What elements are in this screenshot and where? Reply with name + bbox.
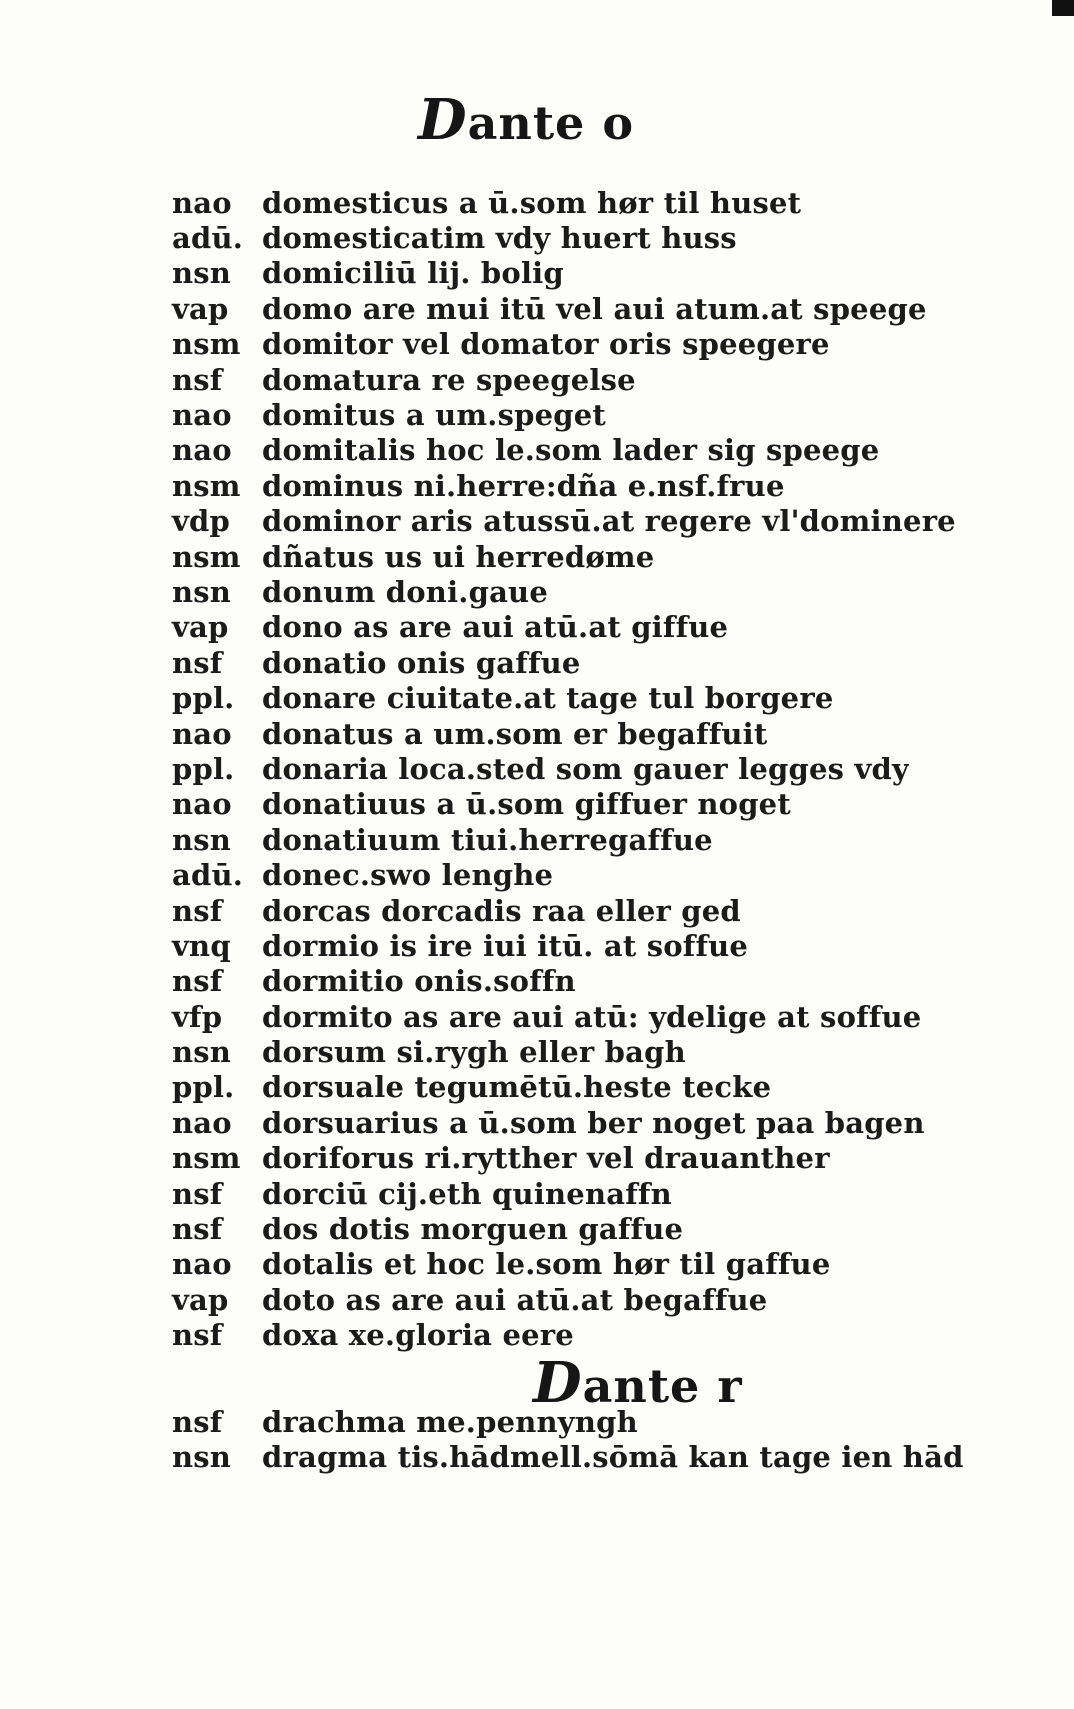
entry-text: dono as are aui atū.at giffue xyxy=(262,610,729,645)
grammar-code: vap xyxy=(172,610,229,645)
dictionary-entry xyxy=(172,574,972,609)
dictionary-entry xyxy=(172,822,972,857)
grammar-code: nsf xyxy=(172,645,223,680)
grammar-code: nsf xyxy=(172,1318,223,1353)
dictionary-entry xyxy=(172,1404,972,1439)
dictionary-entry xyxy=(172,433,972,468)
grammar-code: ppl. xyxy=(172,681,235,716)
dictionary-entry xyxy=(172,468,972,503)
entry-text: doto as are aui atū.at begaffue xyxy=(262,1282,768,1317)
dictionary-entry xyxy=(172,1439,972,1474)
entry-text: dñatus us ui herredøme xyxy=(262,539,655,574)
dictionary-entry xyxy=(172,291,972,326)
entry-text: donatiuum tiui.herregaffue xyxy=(262,822,713,857)
dictionary-entry xyxy=(172,220,972,255)
dictionary-entry xyxy=(172,787,972,822)
entry-text: dominus ni.herre:dña e.nsf.frue xyxy=(262,468,785,503)
dictionary-entry xyxy=(172,397,972,432)
entry-text: dragma tis.hādmell.sōmā kan tage ien hād xyxy=(262,1440,964,1475)
entry-list-dante-o xyxy=(172,185,972,1353)
entry-text: dorsuarius a ū.som ber noget paa bagen xyxy=(262,1105,925,1140)
grammar-code: vnq xyxy=(172,928,231,963)
dictionary-entry xyxy=(172,964,972,999)
grammar-code: nsm xyxy=(172,327,241,362)
entry-text: domiciliū lij. bolig xyxy=(262,256,564,291)
dictionary-entry xyxy=(172,928,972,963)
grammar-code: nsf xyxy=(172,362,223,397)
grammar-code: nao xyxy=(172,398,232,433)
heading-initial: D xyxy=(418,87,468,153)
dictionary-entry xyxy=(172,893,972,928)
grammar-code: nsn xyxy=(172,1035,232,1070)
entry-text: dormio is ire iui itū. at soffue xyxy=(262,928,749,963)
entry-text: dorsuale tegumētū.heste tecke xyxy=(262,1070,772,1105)
entry-text: dormitio onis.soffn xyxy=(262,964,576,999)
dictionary-entry xyxy=(172,857,972,892)
dictionary-entry xyxy=(172,1282,972,1317)
entry-text: dorciū cij.eth quinenaffn xyxy=(262,1176,672,1211)
grammar-code: nsn xyxy=(172,822,232,857)
entry-text: domitalis hoc le.som lader sig speege xyxy=(262,433,880,468)
grammar-code: nao xyxy=(172,787,232,822)
grammar-code: nao xyxy=(172,185,232,220)
dictionary-entry xyxy=(172,1105,972,1140)
entry-list-dante-r xyxy=(172,1404,972,1475)
entry-text: drachma me.pennyngh xyxy=(262,1404,638,1439)
entry-text: domatura re speegelse xyxy=(262,362,636,397)
entry-text: dominor aris atussū.at regere vl'dominere xyxy=(262,504,956,539)
grammar-code: nao xyxy=(172,1105,232,1140)
entry-text: dorcas dorcadis raa eller ged xyxy=(262,893,741,928)
dictionary-entry xyxy=(172,610,972,645)
entry-text: donum doni.gaue xyxy=(262,574,548,609)
dictionary-entry xyxy=(172,1034,972,1069)
entry-text: donatus a um.som er begaffuit xyxy=(262,716,768,751)
dictionary-entry xyxy=(172,256,972,291)
dictionary-entry xyxy=(172,327,972,362)
grammar-code: nsn xyxy=(172,1440,232,1475)
dictionary-entry xyxy=(172,751,972,786)
dictionary-entry xyxy=(172,1141,972,1176)
grammar-code: nsn xyxy=(172,574,232,609)
grammar-code: nao xyxy=(172,433,232,468)
grammar-code: vdp xyxy=(172,504,231,539)
entry-text: domo are mui itū vel aui atum.at speege xyxy=(262,291,927,326)
entry-text: domitus a um.speget xyxy=(262,398,606,433)
grammar-code: vap xyxy=(172,291,229,326)
dictionary-entry xyxy=(172,680,972,715)
grammar-code: adū. xyxy=(172,221,244,256)
entry-text: donatio onis gaffue xyxy=(262,645,581,680)
entry-text: domitor vel domator oris speegere xyxy=(262,327,830,362)
section-heading-dante-o xyxy=(0,87,1074,153)
grammar-code: adū. xyxy=(172,858,244,893)
grammar-code: nao xyxy=(172,716,232,751)
entry-text: dorsum si.rygh eller bagh xyxy=(262,1035,686,1070)
dictionary-entry xyxy=(172,716,972,751)
entry-text: donatiuus a ū.som giffuer noget xyxy=(262,787,791,822)
dictionary-entry xyxy=(172,1070,972,1105)
entry-text: doriforus ri.rytther vel drauanther xyxy=(262,1141,830,1176)
entry-text: domesticatim vdy huert huss xyxy=(262,221,737,256)
grammar-code: nsn xyxy=(172,256,232,291)
dictionary-entry xyxy=(172,645,972,680)
dictionary-entry xyxy=(172,504,972,539)
dictionary-entry xyxy=(172,1247,972,1282)
dictionary-entry xyxy=(172,1211,972,1246)
entry-text: donec.swo lenghe xyxy=(262,858,554,893)
entry-text: dormito as are aui atū: ydelige at soffue xyxy=(262,999,922,1034)
heading-rest: ante r xyxy=(582,1359,743,1413)
entry-text: domesticus a ū.som hør til huset xyxy=(262,185,802,220)
dictionary-entry xyxy=(172,999,972,1034)
entry-text: doxa xe.gloria eere xyxy=(262,1318,574,1353)
grammar-code: nsf xyxy=(172,964,223,999)
heading-initial: D xyxy=(533,1350,583,1416)
grammar-code: nsf xyxy=(172,1404,223,1439)
grammar-code: nsf xyxy=(172,893,223,928)
dictionary-entry xyxy=(172,185,972,220)
grammar-code: nsf xyxy=(172,1212,223,1247)
dictionary-entry xyxy=(172,1318,972,1353)
grammar-code: nsm xyxy=(172,1141,241,1176)
grammar-code: nsf xyxy=(172,1176,223,1211)
scan-edge-mark xyxy=(1052,0,1074,16)
grammar-code: vap xyxy=(172,1282,229,1317)
grammar-code: nao xyxy=(172,1247,232,1282)
grammar-code: vfp xyxy=(172,999,223,1034)
heading-rest: ante o xyxy=(467,96,635,150)
grammar-code: ppl. xyxy=(172,751,235,786)
grammar-code: nsm xyxy=(172,539,241,574)
entry-text: dos dotis morguen gaffue xyxy=(262,1212,684,1247)
entry-text: dotalis et hoc le.som hør til gaffue xyxy=(262,1247,831,1282)
entry-text: donare ciuitate.at tage tul borgere xyxy=(262,681,834,716)
dictionary-entry xyxy=(172,1176,972,1211)
dictionary-entry xyxy=(172,539,972,574)
dictionary-entry xyxy=(172,362,972,397)
grammar-code: nsm xyxy=(172,468,241,503)
grammar-code: ppl. xyxy=(172,1070,235,1105)
entry-text: donaria loca.sted som gauer legges vdy xyxy=(262,751,910,786)
